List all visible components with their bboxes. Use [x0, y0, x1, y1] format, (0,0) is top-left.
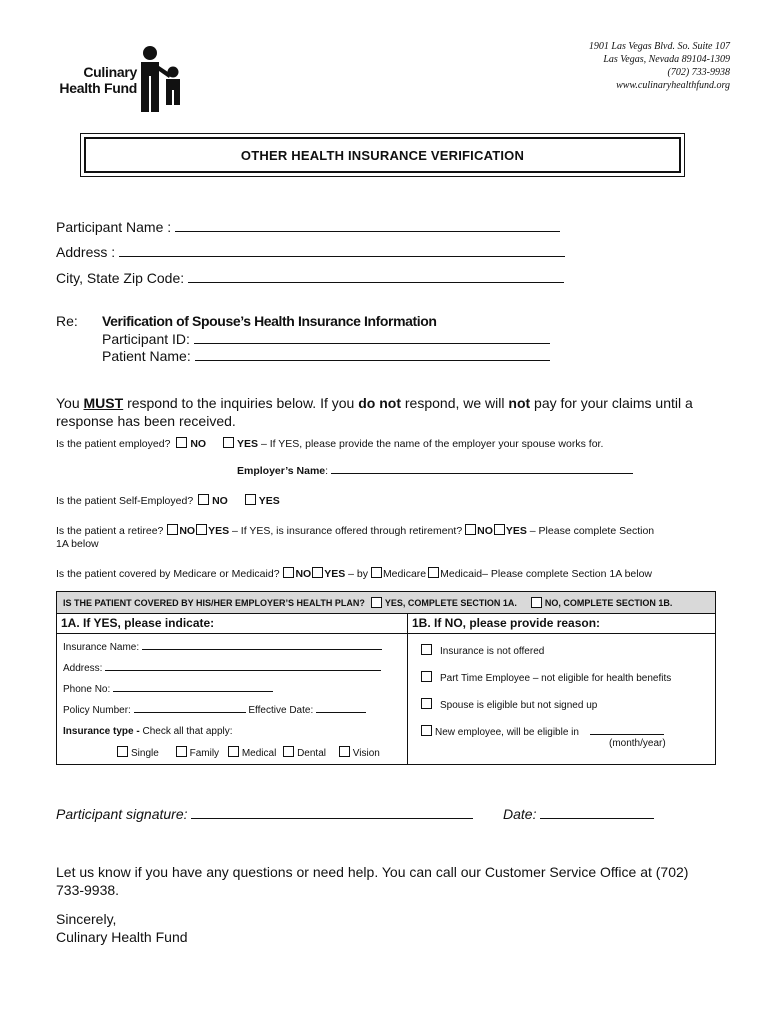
reason-spouse-not-signed: Spouse is eligible but not signed up — [421, 698, 597, 711]
type-single-checkbox[interactable] — [117, 746, 128, 757]
participant-name-row: Participant Name : — [56, 219, 560, 235]
section-1b-title: 1B. If NO, please provide reason: — [408, 613, 715, 634]
city-state-zip-field[interactable] — [188, 282, 564, 283]
medicare-option-checkbox[interactable] — [371, 567, 382, 578]
employed-yes-checkbox[interactable] — [223, 437, 234, 448]
logo — [55, 44, 185, 112]
insurance-address-field[interactable] — [105, 670, 381, 671]
retirement-insurance-yes-checkbox[interactable] — [494, 524, 505, 535]
participant-id-row: Participant ID: — [102, 331, 550, 347]
retiree-note-line-2: 1A below — [56, 538, 99, 550]
insurance-type-options: Single Family Medical Dental Vision — [117, 746, 380, 759]
type-family-checkbox[interactable] — [176, 746, 187, 757]
type-dental-checkbox[interactable] — [283, 746, 294, 757]
closing-org: Culinary Health Fund — [56, 929, 188, 945]
reason-not-offered-checkbox[interactable] — [421, 644, 432, 655]
signature-date-field[interactable] — [540, 818, 654, 819]
type-medical-checkbox[interactable] — [228, 746, 239, 757]
logo-text: Culinary Health Fund — [59, 64, 137, 96]
reason-not-offered: Insurance is not offered — [421, 644, 544, 657]
medicare-no-checkbox[interactable] — [283, 567, 294, 578]
family-figures-icon — [137, 44, 185, 112]
signature-row: Participant signature: — [56, 806, 473, 822]
employed-question: Is the patient employed? NO YES – If YES, please provide the name of the employer your spouse works for. — [56, 438, 604, 450]
sincerely: Sincerely, — [56, 911, 117, 927]
employer-plan-yes-checkbox[interactable] — [371, 597, 382, 608]
employer-name-row: Employer’s Name: — [237, 465, 633, 477]
insurance-name-row: Insurance Name: — [63, 642, 382, 653]
patient-name-field[interactable] — [195, 360, 550, 361]
employer-plan-no-checkbox[interactable] — [531, 597, 542, 608]
phone-field[interactable] — [113, 691, 273, 692]
employer-name-field[interactable] — [331, 473, 633, 474]
retirement-insurance-no-checkbox[interactable] — [465, 524, 476, 535]
reason-new-employee-checkbox[interactable] — [421, 725, 432, 736]
insurance-name-field[interactable] — [142, 649, 382, 650]
month-year-hint: (month/year) — [609, 738, 666, 749]
address-field[interactable] — [119, 256, 565, 257]
retiree-yes-checkbox[interactable] — [196, 524, 207, 535]
retiree-no-checkbox[interactable] — [167, 524, 178, 535]
policy-number-field[interactable] — [134, 712, 246, 713]
participant-name-field[interactable] — [175, 231, 560, 232]
reason-new-employee: New employee, will be eligible in — [421, 725, 664, 738]
notice-line-2: response has been received. — [56, 413, 236, 429]
reason-spouse-checkbox[interactable] — [421, 698, 432, 709]
policy-row: Policy Number: Effective Date: — [63, 705, 366, 716]
medicare-question: Is the patient covered by Medicare or Medicaid? NO YES – by Medicare Medicaid– Please complete Section 1A below — [56, 568, 653, 580]
closing-line-1: Let us know if you have any questions or need help. You can call our Customer Service Office at (702) — [56, 864, 689, 880]
address-row: Address : — [56, 244, 565, 260]
phone-row: Phone No: — [63, 684, 273, 695]
reason-part-time-checkbox[interactable] — [421, 671, 432, 682]
self-employed-question: Is the patient Self-Employed? NO YES — [56, 495, 280, 507]
city-row: City, State Zip Code: — [56, 270, 564, 286]
effective-date-field[interactable] — [316, 712, 366, 713]
self-employed-no-checkbox[interactable] — [198, 494, 209, 505]
medicaid-option-checkbox[interactable] — [428, 567, 439, 578]
self-employed-yes-checkbox[interactable] — [245, 494, 256, 505]
section-1a-title: 1A. If YES, please indicate: — [57, 613, 407, 634]
insurance-type-row: Insurance type - Check all that apply: — [63, 726, 233, 737]
signature-field[interactable] — [191, 818, 473, 819]
employed-no-checkbox[interactable] — [176, 437, 187, 448]
eligible-date-field[interactable] — [590, 734, 664, 735]
re-subject: Verification of Spouse’s Health Insurance Information — [102, 313, 437, 329]
participant-id-field[interactable] — [194, 343, 550, 344]
patient-name-row: Patient Name: — [102, 348, 550, 364]
form-title-box — [80, 133, 685, 177]
date-row: Date: — [503, 806, 654, 822]
reason-part-time: Part Time Employee – not eligible for health benefits — [421, 671, 671, 684]
insurance-address-row: Address: — [63, 663, 381, 674]
retiree-question: Is the patient a retiree? NO YES – If YES, is insurance offered through retirement? NO YES – Please complete Section — [56, 525, 655, 537]
section-divider — [407, 613, 408, 764]
section-header: IS THE PATIENT COVERED BY HIS/HER EMPLOYER’S HEALTH PLAN? YES, COMPLETE SECTION 1A. NO, COMPLETE SECTION 1B. — [57, 592, 715, 614]
notice-line-1: You MUST respond to the inquiries below. If you do not respond, we will not pay for your claims until a — [56, 395, 693, 411]
type-vision-checkbox[interactable] — [339, 746, 350, 757]
closing-line-2: 733-9938. — [56, 882, 120, 898]
re-label: Re: — [56, 313, 78, 329]
employer-plan-section — [56, 591, 716, 765]
address-block: 1901 Las Vegas Blvd. So. Suite 107 Las Vegas, Nevada 89104-1309 (702) 733-9938 www.culinaryhealthfund.org — [588, 41, 730, 91]
medicare-yes-checkbox[interactable] — [312, 567, 323, 578]
form-title: OTHER HEALTH INSURANCE VERIFICATION — [84, 137, 681, 173]
